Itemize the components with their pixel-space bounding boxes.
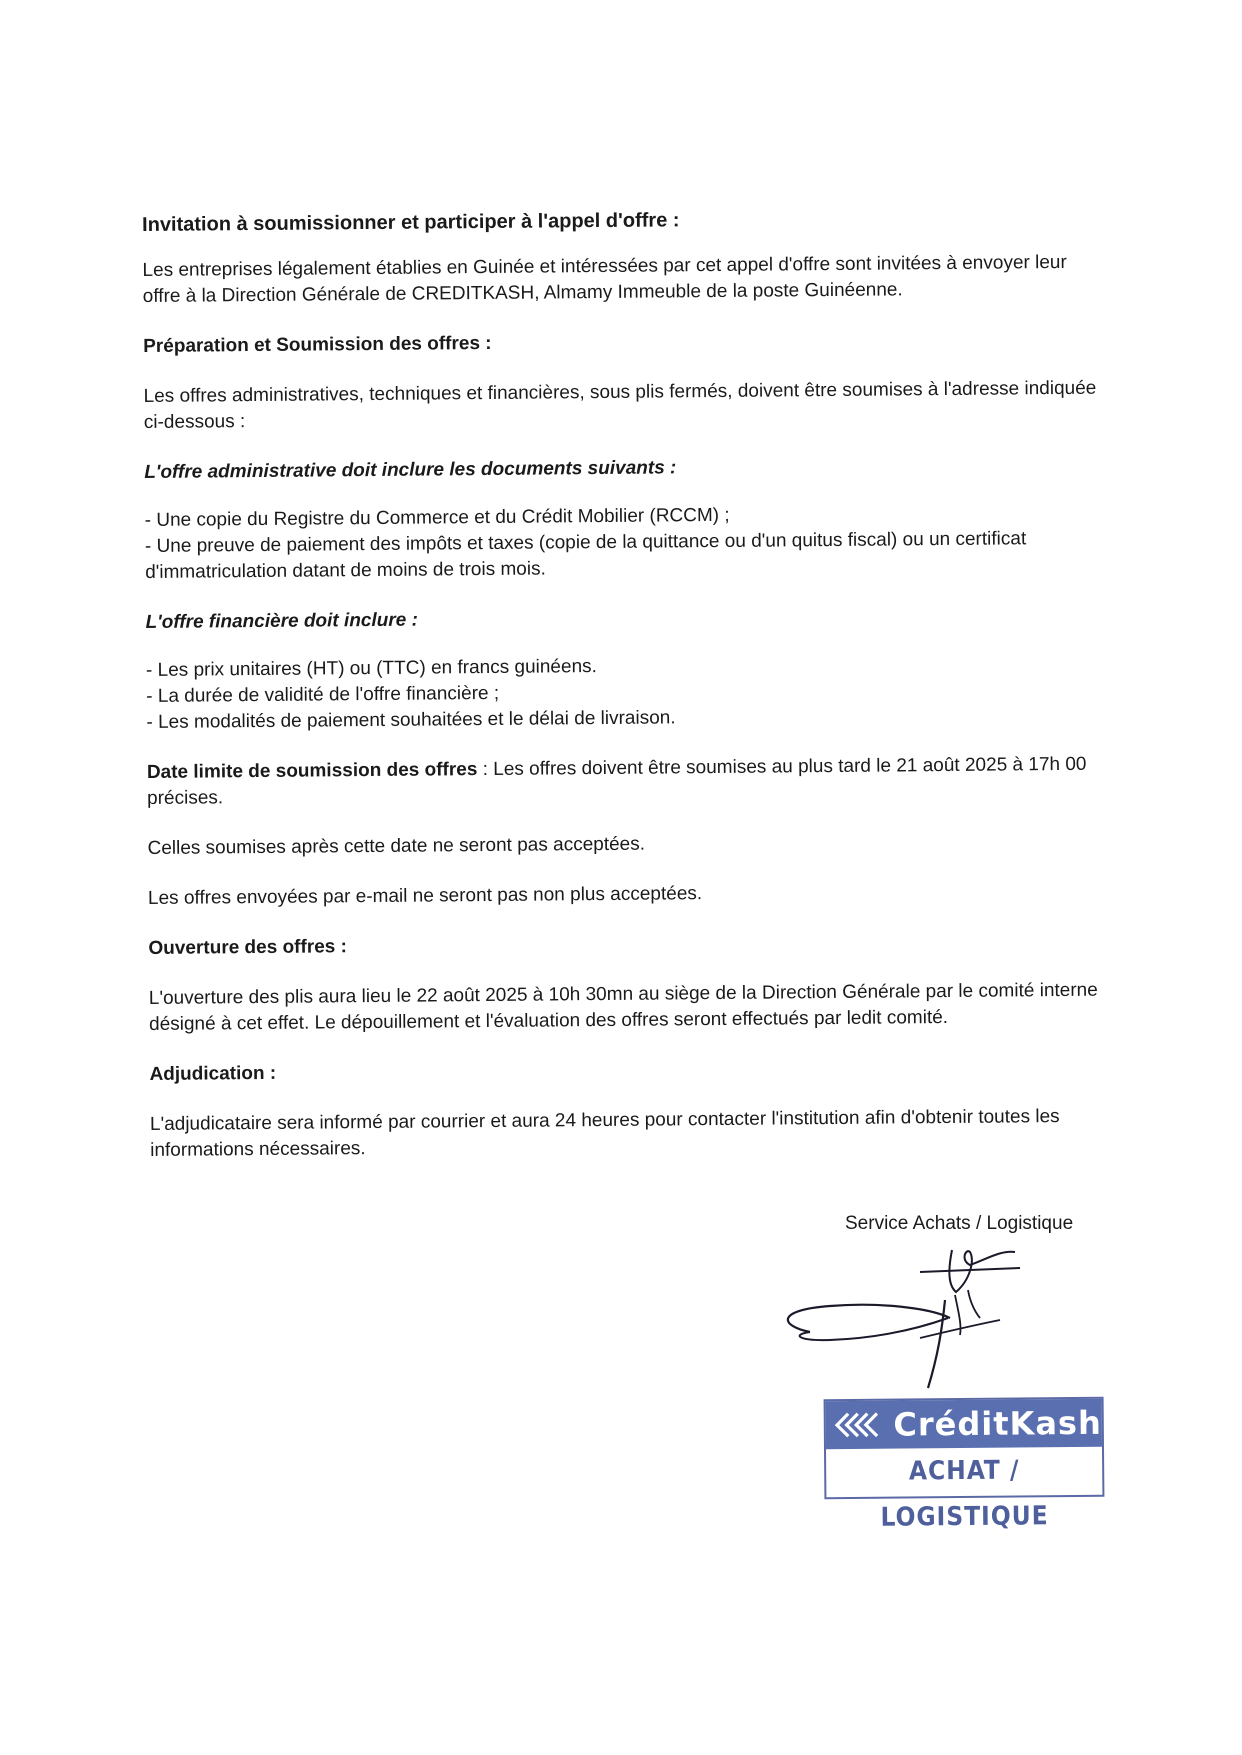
- invitation-text: Les entreprises légalement établies en Guinée et intéressées par cet appel d'offre sont invitées à envoyer leur offre à la Direction Générale de CREDITKASH, Almamy Immeuble de la poste Guinéenne.: [142, 251, 1067, 307]
- stamp-header: [826, 1399, 1102, 1449]
- preparation-text: Les offres administratives, techniques et financières, sous plis fermés, doivent être soumises à l'adresse indiquée ci-dessous :: [143, 377, 1097, 433]
- opening-text: L'ouverture des plis aura lieu le 22 août 2025 à 10h 30mn au siège de la Direction Générale par le comité interne désigné à cet effet. Le dépouillement et l'évaluation des offres seront effectués par ledit comité.: [148, 979, 1098, 1035]
- company-stamp: [824, 1397, 1105, 1533]
- deadline-text: : Les offres doivent être soumises au plus tard le 21 août 2025 à 17h 00 précises.: [147, 753, 1087, 809]
- late-submission-text: Celles soumises après cette date ne seront pas acceptées.: [147, 833, 646, 859]
- stamp-department: ACHAT / LOGISTIQUE: [880, 1455, 1049, 1533]
- deadline-paragraph: [147, 752, 1107, 812]
- financial-offer-list: [146, 650, 1107, 736]
- admin-offer-title: L'offre administrative doit inclure les documents suivants :: [144, 457, 677, 483]
- creditkash-logo-icon: [834, 1407, 884, 1443]
- handwritten-signature: [770, 1240, 1030, 1390]
- award-text: L'adjudicataire sera informé par courrier et aura 24 heures pour contacter l'institution afin d'obtenir toutes les informations nécessaires.: [149, 1106, 1060, 1161]
- preparation-title: Préparation et Soumission des offres :: [143, 332, 492, 357]
- opening-title: Ouverture des offres :: [148, 936, 348, 959]
- deadline-label: Date limite de soumission des offres: [146, 759, 478, 783]
- list-item: - Une preuve de paiement des impôts et taxes (copie de la quittance ou d'un quitus fiscal) ou un certificat d'immatriculation datant de moins de trois mois.: [144, 528, 1027, 583]
- list-item: - Une copie du Registre du Commerce et du Crédit Mobilier (RCCM) ;: [144, 504, 730, 531]
- list-item: - Les prix unitaires (HT) ou (TTC) en francs guinéens.: [145, 656, 597, 681]
- service-signature-label: Service Achats / Logistique: [845, 1213, 1074, 1234]
- award-title: Adjudication :: [149, 1062, 277, 1085]
- invitation-title: Invitation à soumissionner et participer à l'appel d'offre :: [142, 209, 680, 236]
- list-item: - Les modalités de paiement souhaitées et le délai de livraison.: [146, 707, 676, 733]
- admin-offer-list: [145, 500, 1106, 586]
- financial-offer-title: L'offre financière doit inclure :: [145, 609, 418, 633]
- document-body: [142, 204, 1110, 1188]
- list-item: - La durée de validité de l'offre financière ;: [146, 682, 500, 707]
- email-submission-text: Les offres envoyées par e-mail ne seront pas non plus acceptées.: [147, 883, 703, 909]
- stamp-brand: CréditKash: [893, 1403, 1102, 1444]
